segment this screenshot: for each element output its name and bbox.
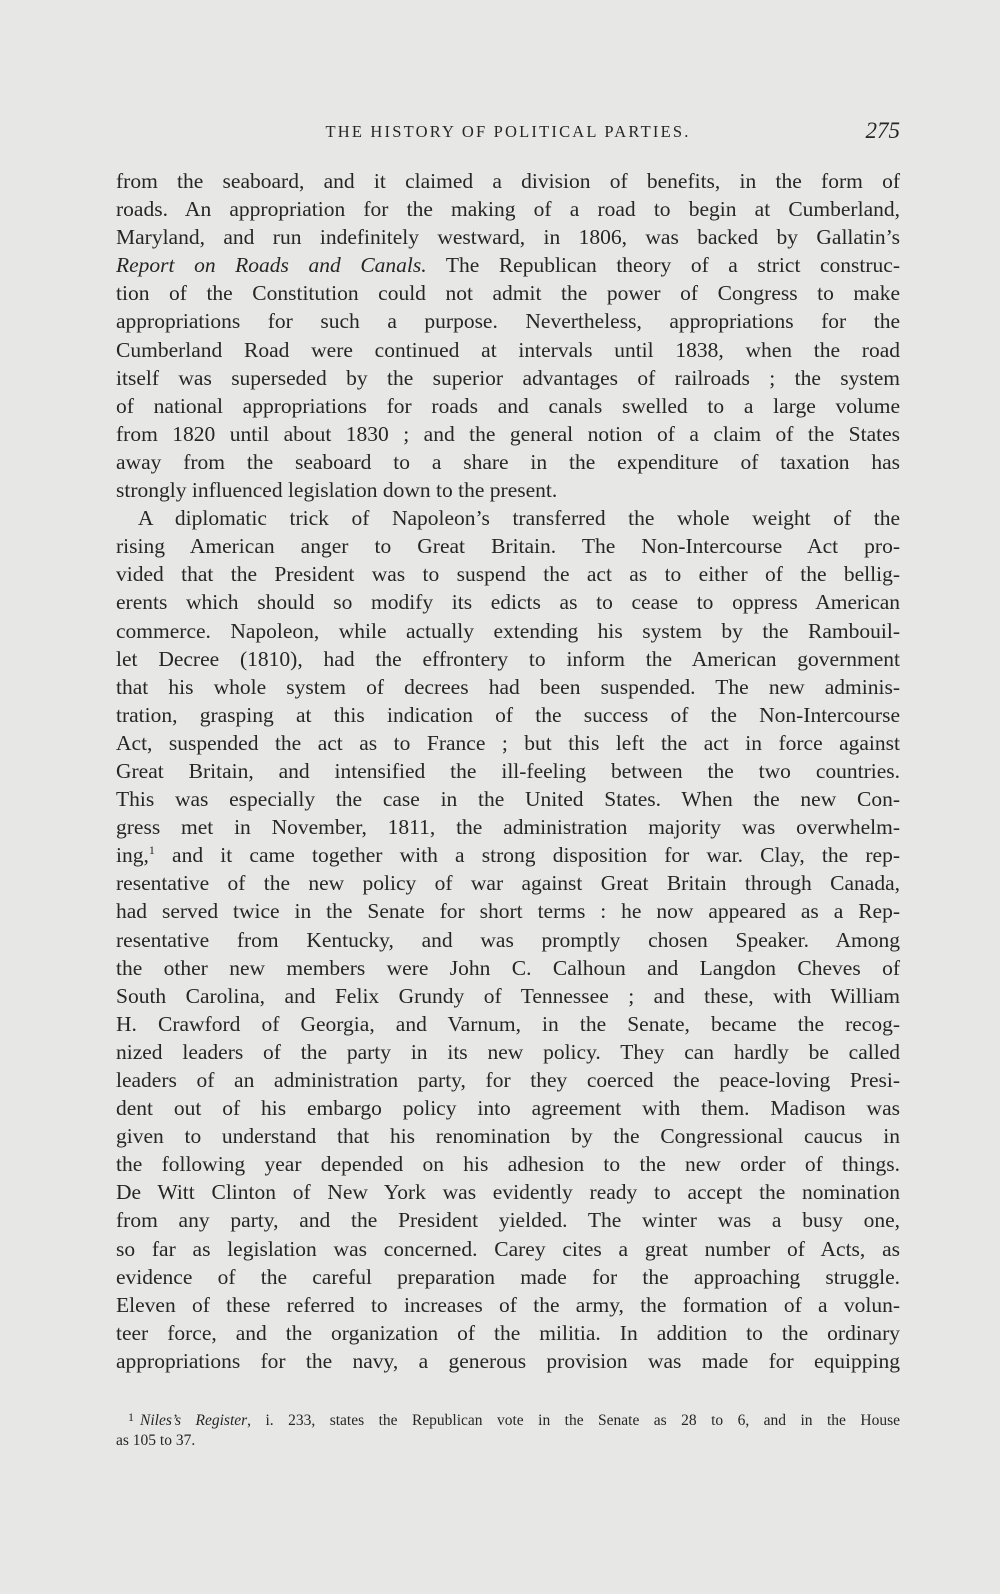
text-line: roads. An appropriation for the making of a road to begin at Cumberland,	[116, 197, 900, 222]
text-line: resentative from Kentucky, and was promptly chosen Speaker. Among	[116, 927, 900, 952]
text-line: appropriations for the navy, a generous provision was made for equipping	[116, 1348, 900, 1373]
text-line: dent out of his embargo policy into agreement with them. Madison was	[116, 1096, 900, 1121]
text-line: gress met in November, 1811, the administration majority was overwhelm-	[116, 815, 900, 840]
text-line: vided that the President was to suspend the act as to either of the bellig-	[116, 562, 900, 587]
report-title-italic: Report on Roads and Canals.	[116, 253, 427, 278]
text-line: the other new members were John C. Calhoun and Langdon Cheves of	[116, 955, 900, 980]
text-line: rising American anger to Great Britain. The Non-Intercourse Act pro-	[116, 534, 900, 559]
text-line: Eleven of these referred to increases of the army, the formation of a volun-	[116, 1292, 900, 1317]
page-number: 275	[865, 118, 900, 143]
text-line: away from the seaboard to a share in the expenditure of taxation has	[116, 449, 900, 474]
text-line: strongly influenced legislation down to the present.	[116, 478, 558, 503]
text-line: tration, grasping at this indication of the success of the Non-Intercourse	[116, 702, 900, 727]
text-line: resentative of the new policy of war against Great Britain through Canada,	[116, 871, 900, 896]
text-line: so far as legislation was concerned. Carey cites a great number of Acts, as	[116, 1236, 900, 1261]
text-line: from the seaboard, and it claimed a division of benefits, in the form of	[116, 169, 900, 193]
page-header	[116, 118, 900, 148]
text-line: tion of the Constitution could not admit the power of Congress to make	[116, 281, 900, 306]
text-line: De Witt Clinton of New York was evidently ready to accept the nomination	[116, 1180, 900, 1205]
text-span: The Republican theory of a strict construc-	[426, 253, 900, 278]
text-line	[116, 251, 900, 279]
text-line: nized leaders of the party in its new policy. They can hardly be called	[116, 1039, 900, 1064]
text-line: itself was superseded by the superior advantages of railroads ; the system	[116, 365, 900, 390]
body-text	[116, 167, 900, 1375]
footnote-line: as 105 to 37.	[116, 1432, 196, 1449]
text-line: appropriations for such a purpose. Nevertheless, appropriations for the	[116, 309, 900, 334]
text-line: Great Britain, and intensified the ill-feeling between the two countries.	[116, 758, 900, 783]
text-line: the following year depended on his adhesion to the new order of things.	[116, 1152, 900, 1177]
text-line: that his whole system of decrees had been suspended. The new adminis-	[116, 674, 900, 699]
text-line: erents which should so modify its edicts as to cease to oppress American	[116, 590, 900, 615]
text-line: given to understand that his renomination by the Congressional caucus in	[116, 1124, 900, 1149]
text-line: Cumberland Road were continued at intervals until 1838, when the road	[116, 337, 900, 362]
text-line: let Decree (1810), had the effrontery to inform the American government	[116, 646, 900, 671]
text-line: South Carolina, and Felix Grundy of Tennessee ; and these, with William	[116, 983, 900, 1008]
text-line: from any party, and the President yielded. The winter was a busy one,	[116, 1208, 900, 1233]
text-span: and it came together with a strong disposition for war. Clay, the rep-	[154, 843, 900, 868]
text-line: from 1820 until about 1830 ; and the general notion of a claim of the States	[116, 421, 900, 446]
text-line: evidence of the careful preparation made for the approaching struggle.	[116, 1264, 900, 1289]
running-title: THE HISTORY OF POLITICAL PARTIES.	[325, 122, 691, 141]
footnote-line	[116, 1405, 900, 1429]
text-line: had served twice in the Senate for short terms : he now appeared as a Rep-	[116, 899, 900, 924]
text-span: , i. 233, states the Republican vote in the Senate as 28 to 6, and in the House	[247, 1412, 900, 1429]
text-line: of national appropriations for roads and canals swelled to a large volume	[116, 393, 900, 418]
footnote-number: 1	[128, 1410, 134, 1424]
text-line: commerce. Napoleon, while actually extending his system by the Rambouil-	[116, 618, 900, 643]
text-line: teer force, and the organization of the militia. In addition to the ordinary	[116, 1320, 900, 1345]
footnote-reference: 1	[148, 843, 155, 858]
footnote	[116, 1405, 900, 1453]
text-line: A diplomatic trick of Napoleon’s transferred the whole weight of the	[138, 506, 900, 531]
text-line: leaders of an administration party, for they coerced the peace-loving Presi-	[116, 1068, 900, 1092]
text-line: Act, suspended the act as to France ; but this left the act in force against	[116, 730, 900, 755]
footnote-source-italic: Niles’s Register	[140, 1412, 248, 1429]
text-line: This was especially the case in the United States. When the new Con-	[116, 787, 900, 812]
text-line: Maryland, and run indefinitely westward, in 1806, was backed by Gallatin’s	[116, 225, 900, 250]
text-line	[116, 841, 900, 869]
text-line: H. Crawford of Georgia, and Varnum, in the Senate, became the recog-	[116, 1011, 900, 1036]
text-span: ing,	[116, 843, 149, 868]
